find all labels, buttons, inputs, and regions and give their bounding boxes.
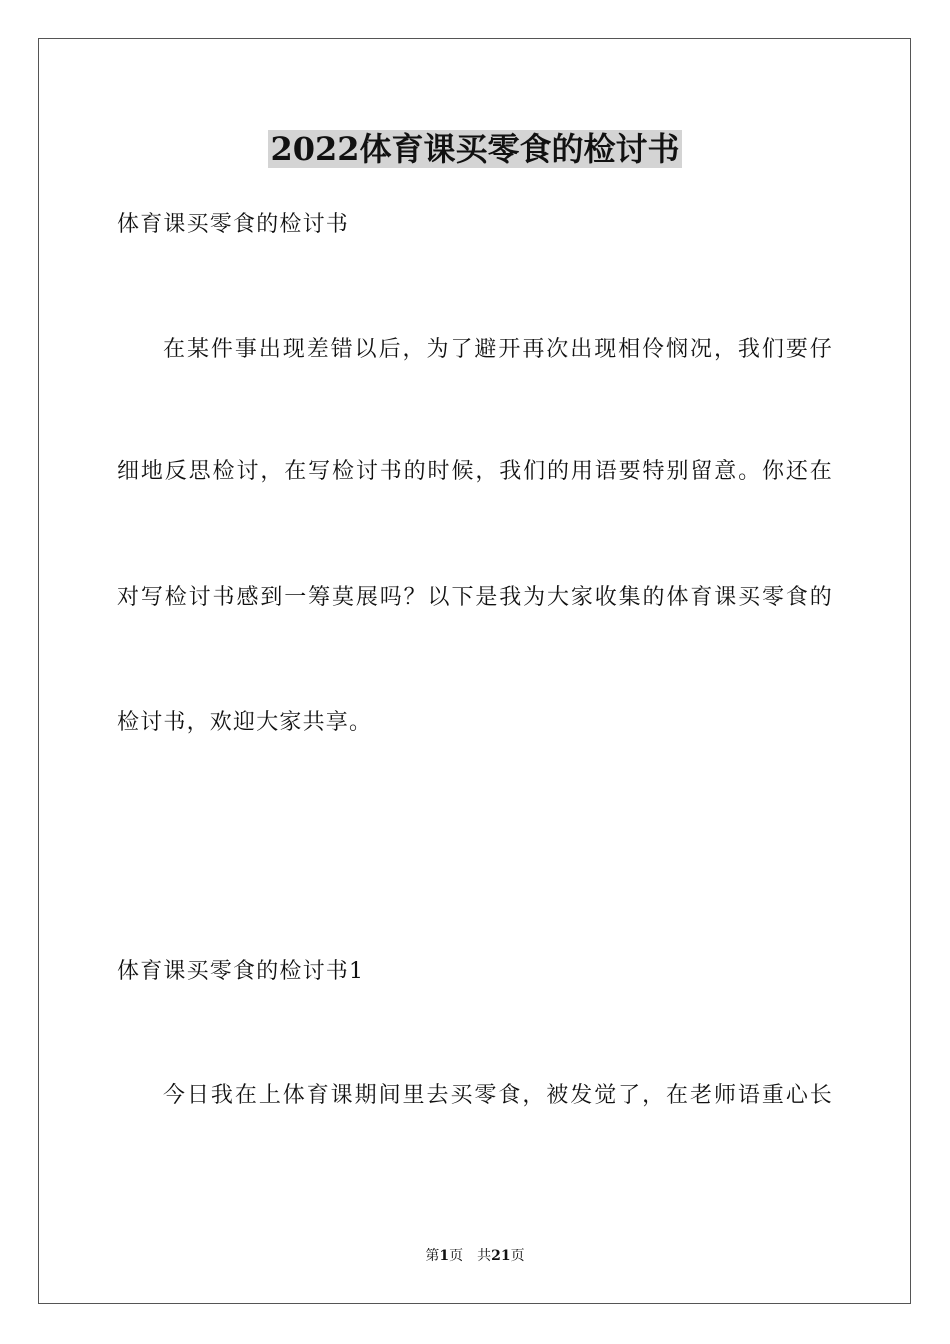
document-subtitle: 体育课买零食的检讨书 <box>117 212 350 237</box>
section-heading: 体育课买零食的检讨书1 <box>117 959 365 984</box>
footer-page-total: 21 <box>491 1248 511 1264</box>
document-title <box>0 128 950 170</box>
page-footer <box>0 1246 950 1266</box>
footer-page-prefix: 第 <box>425 1248 440 1264</box>
intro-paragraph-line: 细地反思检讨，在写检讨书的时候，我们的用语要特别留意。你还在 <box>117 459 833 484</box>
intro-paragraph-line: 对写检讨书感到一筹莫展吗？以下是我为大家收集的体育课买零食的 <box>117 585 833 610</box>
footer-total-prefix: 共 <box>477 1248 492 1264</box>
footer-total-suffix: 页 <box>510 1248 525 1264</box>
footer-page-suffix: 页 <box>449 1248 464 1264</box>
document-title-text: 2022体育课买零食的检讨书 <box>270 130 680 168</box>
section-paragraph-line: 今日我在上体育课期间里去买零食，被发觉了，在老师语重心长 <box>163 1083 833 1108</box>
intro-paragraph-line: 在某件事出现差错以后，为了避开再次出现相伶悯况，我们要仔 <box>163 337 833 362</box>
intro-paragraph-line: 检讨书，欢迎大家共享。 <box>117 710 373 735</box>
footer-page-current: 1 <box>439 1248 450 1264</box>
